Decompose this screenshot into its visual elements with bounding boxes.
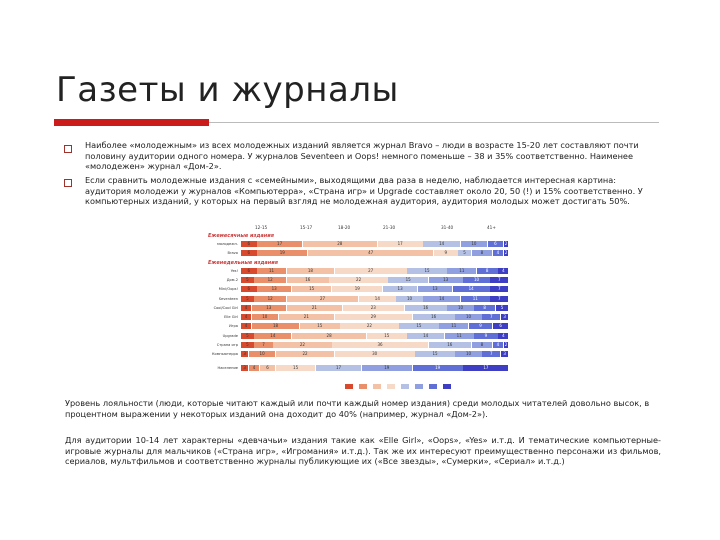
row-label: Cool/Cool Girl bbox=[213, 305, 238, 310]
bar-segment: 22 bbox=[329, 277, 387, 283]
legend-swatch bbox=[345, 384, 353, 389]
bar-segment: 4 bbox=[498, 333, 508, 339]
bar-segment: 6 bbox=[241, 286, 257, 292]
bar-segment: 10 bbox=[463, 277, 489, 283]
bar-segment: 12 bbox=[254, 296, 286, 302]
bar-segment: 2 bbox=[504, 241, 508, 246]
bar-segment: 5 bbox=[458, 250, 471, 256]
bar-segment: 7 bbox=[490, 296, 508, 302]
bar-segment: 15 bbox=[415, 351, 455, 357]
bar-segment: 7 bbox=[490, 286, 508, 292]
row-label: молодежн. bbox=[217, 242, 238, 246]
group-header: Еженедельные издания bbox=[208, 259, 278, 266]
bar-segment: 5 bbox=[241, 342, 254, 348]
bar-segment: 8 bbox=[477, 268, 498, 274]
bar-segment: 13 bbox=[257, 286, 291, 292]
bar-segment: 14 bbox=[453, 286, 490, 292]
bar-segment: 14 bbox=[423, 296, 460, 302]
bar-segment: 18 bbox=[287, 268, 335, 274]
bar-segment: 22 bbox=[276, 351, 334, 357]
legend-swatch bbox=[387, 384, 395, 389]
bar-segment: 16 bbox=[413, 314, 455, 320]
bar-segment: 9 bbox=[474, 333, 498, 339]
bar-segment: 15 bbox=[276, 365, 316, 371]
bar-segment: 15 bbox=[300, 323, 340, 329]
age-label: 21-30 bbox=[383, 225, 396, 230]
bar-segment: 27 bbox=[335, 268, 407, 274]
bar-segment: 14 bbox=[254, 333, 291, 339]
bar-segment: 10 bbox=[461, 241, 487, 247]
bar-segment: 13 bbox=[418, 286, 452, 292]
bar-segment: 16 bbox=[429, 342, 471, 348]
bar-segment: 10 bbox=[252, 314, 278, 320]
row-label: Mini/Oops! bbox=[218, 287, 238, 292]
bar-segment: 4 bbox=[241, 305, 251, 311]
bar-segment: 4 bbox=[241, 323, 251, 329]
row-label: Игра bbox=[228, 324, 238, 329]
age-label: 12-15 bbox=[255, 225, 268, 230]
bar-segment: 5 bbox=[241, 296, 254, 302]
bar-segment: 6 bbox=[241, 241, 257, 247]
bar-segment: 14 bbox=[423, 241, 460, 247]
bar-segment: 19 bbox=[257, 250, 307, 256]
bar-segment: 18 bbox=[252, 323, 300, 329]
bar-segment: 47 bbox=[308, 250, 433, 256]
bar-segment: 10 bbox=[455, 351, 481, 357]
bar-segment: 4 bbox=[498, 268, 508, 274]
bar-segment: 36 bbox=[332, 342, 428, 348]
row-label: Компьютерра bbox=[211, 352, 238, 357]
bar-segment: 12 bbox=[254, 277, 286, 283]
bar-segment: 13 bbox=[383, 286, 417, 292]
bullet-square-icon bbox=[64, 145, 72, 153]
bar-segment: 21 bbox=[279, 314, 335, 320]
bar-segment: 28 bbox=[292, 333, 366, 339]
bar-segment: 9 bbox=[469, 323, 493, 329]
bar-segment: 5 bbox=[496, 305, 509, 311]
bar-segment: 3 bbox=[501, 351, 508, 357]
bar-segment: 4 bbox=[493, 250, 503, 256]
bar-segment: 11 bbox=[445, 333, 474, 339]
bar-segment: 10 bbox=[447, 305, 473, 311]
paragraph-2: Если сравнить молодежные издания с «семейными», выходящими два раза в неделю, наблюдается интересная картина: аудитория молодежи у журналов «Компьютерра», «Страна игр» и Upgrade составляет около 20, 50 (!) и 15% соответственно. У компьютерных изданий, у которых на первый взгляд не молодежная аудитория, аудитория молодых может достигать 50%. bbox=[85, 175, 643, 207]
row-label: Население bbox=[217, 365, 238, 370]
bar-segment: 5 bbox=[241, 277, 254, 283]
bar-segment: 13 bbox=[252, 305, 286, 311]
bar-segment: 6 bbox=[488, 241, 504, 247]
bar-segment: 6 bbox=[241, 250, 257, 256]
bar-segment: 6 bbox=[493, 323, 509, 329]
bar-segment: 22 bbox=[273, 342, 331, 348]
row-label: Yes! bbox=[230, 268, 238, 273]
bar-segment: 2 bbox=[504, 250, 508, 256]
bar-segment: 15 bbox=[407, 268, 447, 274]
bar-segment: 27 bbox=[287, 296, 359, 302]
bar-segment: 7 bbox=[482, 314, 500, 320]
bar-segment: 30 bbox=[335, 351, 415, 357]
paragraph-1: Наиболее «молодежным» из всех молодежных изданий является журнал Bravo – люди в возрасте 15-20 лет составляют почти половину аудитории одного номера. У журналов Seventeen и Oops! немного поменьше – 38 и 35% соответственно. Наименее «молодежен» журнал «Дом-2». bbox=[85, 140, 639, 172]
row-label: Seventeen bbox=[218, 296, 238, 301]
bar-segment: 3 bbox=[241, 351, 248, 357]
age-label: 15-17 bbox=[300, 225, 313, 230]
bar-segment: 17 bbox=[463, 365, 508, 371]
bar-segment: 15 bbox=[367, 333, 407, 339]
row-label: Bravo bbox=[227, 251, 238, 256]
row-label: Страна игр bbox=[216, 343, 238, 347]
bar-segment: 8 bbox=[472, 342, 493, 348]
bar-segment: 16 bbox=[405, 305, 447, 311]
bar-segment: 4 bbox=[249, 365, 259, 371]
bar-segment: 7 bbox=[254, 342, 272, 348]
bar-segment: 14 bbox=[407, 333, 444, 339]
legend-swatch bbox=[443, 384, 451, 389]
row-label: Дом-2 bbox=[226, 277, 238, 282]
title-accent-bar bbox=[54, 119, 209, 126]
bar-segment: 3 bbox=[241, 365, 248, 371]
bar-segment: 6 bbox=[241, 268, 257, 274]
bar-segment: 19 bbox=[362, 365, 412, 371]
row-label: Upgrade bbox=[222, 333, 238, 338]
bar-segment: 10 bbox=[249, 351, 275, 357]
slide-title: Газеты и журналы bbox=[56, 70, 399, 110]
group-header: Ежемесячные издания bbox=[208, 233, 274, 239]
legend-swatch bbox=[359, 384, 367, 389]
bar-segment: 15 bbox=[292, 286, 332, 292]
bar-segment: 9 bbox=[434, 250, 458, 256]
bar-segment: 15 bbox=[399, 323, 439, 329]
bar-segment: 15 bbox=[388, 277, 428, 283]
legend-swatch bbox=[401, 384, 409, 389]
paragraph-3: Уровень лояльности (люди, которые читают каждый или почти каждый номер издания) среди молодых читателей довольно высок, в процентном выражении у некоторых изданий она доходит до 40% (например, журнал «Дом-2»). bbox=[65, 398, 650, 419]
bar-segment: 7 bbox=[490, 277, 508, 283]
bar-segment: 16 bbox=[287, 277, 329, 283]
bar-segment: 17 bbox=[378, 241, 423, 247]
bar-segment: 7 bbox=[482, 351, 500, 357]
bar-segment: 11 bbox=[257, 268, 286, 274]
bullet-square-icon bbox=[64, 179, 72, 187]
bar-segment: 13 bbox=[429, 277, 463, 283]
age-label: 31-40 bbox=[441, 225, 454, 230]
bar-segment: 22 bbox=[340, 323, 398, 329]
bar-segment: 17 bbox=[257, 241, 302, 247]
bar-segment: 23 bbox=[343, 305, 404, 311]
bar-segment: 11 bbox=[447, 268, 476, 274]
title-underline bbox=[209, 122, 659, 123]
bar-segment: 10 bbox=[396, 296, 422, 302]
bar-segment: 8 bbox=[472, 250, 493, 256]
age-chart bbox=[205, 223, 513, 393]
bar-segment: 5 bbox=[241, 333, 254, 339]
paragraph-4: Для аудитории 10-14 лет характерны «девчачьи» издания такие как «Elle Girl», «Oops», «Yes» и.т.д. И тематические компьютерные- игровые журналы для мальчиков («Страна игр», «Игромания» и.т.д.). Так же их интересуют преимущественно персонажи из фильмов, сериалов, мультфильмов и соответственно журналы публикующие их («Все звезды», «Сумерки», «Сериал» и.т.д.) bbox=[65, 435, 661, 467]
bar-segment: 19 bbox=[332, 286, 382, 292]
bar-segment: 3 bbox=[501, 314, 508, 320]
legend-swatch bbox=[415, 384, 423, 389]
bar-segment: 29 bbox=[335, 314, 412, 320]
bar-segment: 14 bbox=[359, 296, 396, 302]
legend-swatch bbox=[373, 384, 381, 389]
bar-segment: 6 bbox=[260, 365, 276, 371]
bar-segment: 4 bbox=[241, 314, 251, 320]
bar-segment: 8 bbox=[474, 305, 495, 311]
bar-segment: 10 bbox=[455, 314, 481, 320]
row-label: Elle Girl bbox=[224, 315, 238, 320]
bar-segment: 11 bbox=[461, 296, 490, 302]
bar-segment: 28 bbox=[303, 241, 377, 247]
bar-segment: 4 bbox=[493, 342, 503, 348]
bar-segment: 2 bbox=[504, 342, 508, 347]
bar-segment: 11 bbox=[439, 323, 468, 329]
age-label: 41+ bbox=[487, 225, 496, 230]
bar-segment: 21 bbox=[287, 305, 343, 311]
bar-segment: 17 bbox=[316, 365, 361, 371]
age-label: 18-20 bbox=[338, 225, 351, 230]
bar-segment: 19 bbox=[413, 365, 463, 371]
legend-swatch bbox=[429, 384, 437, 389]
